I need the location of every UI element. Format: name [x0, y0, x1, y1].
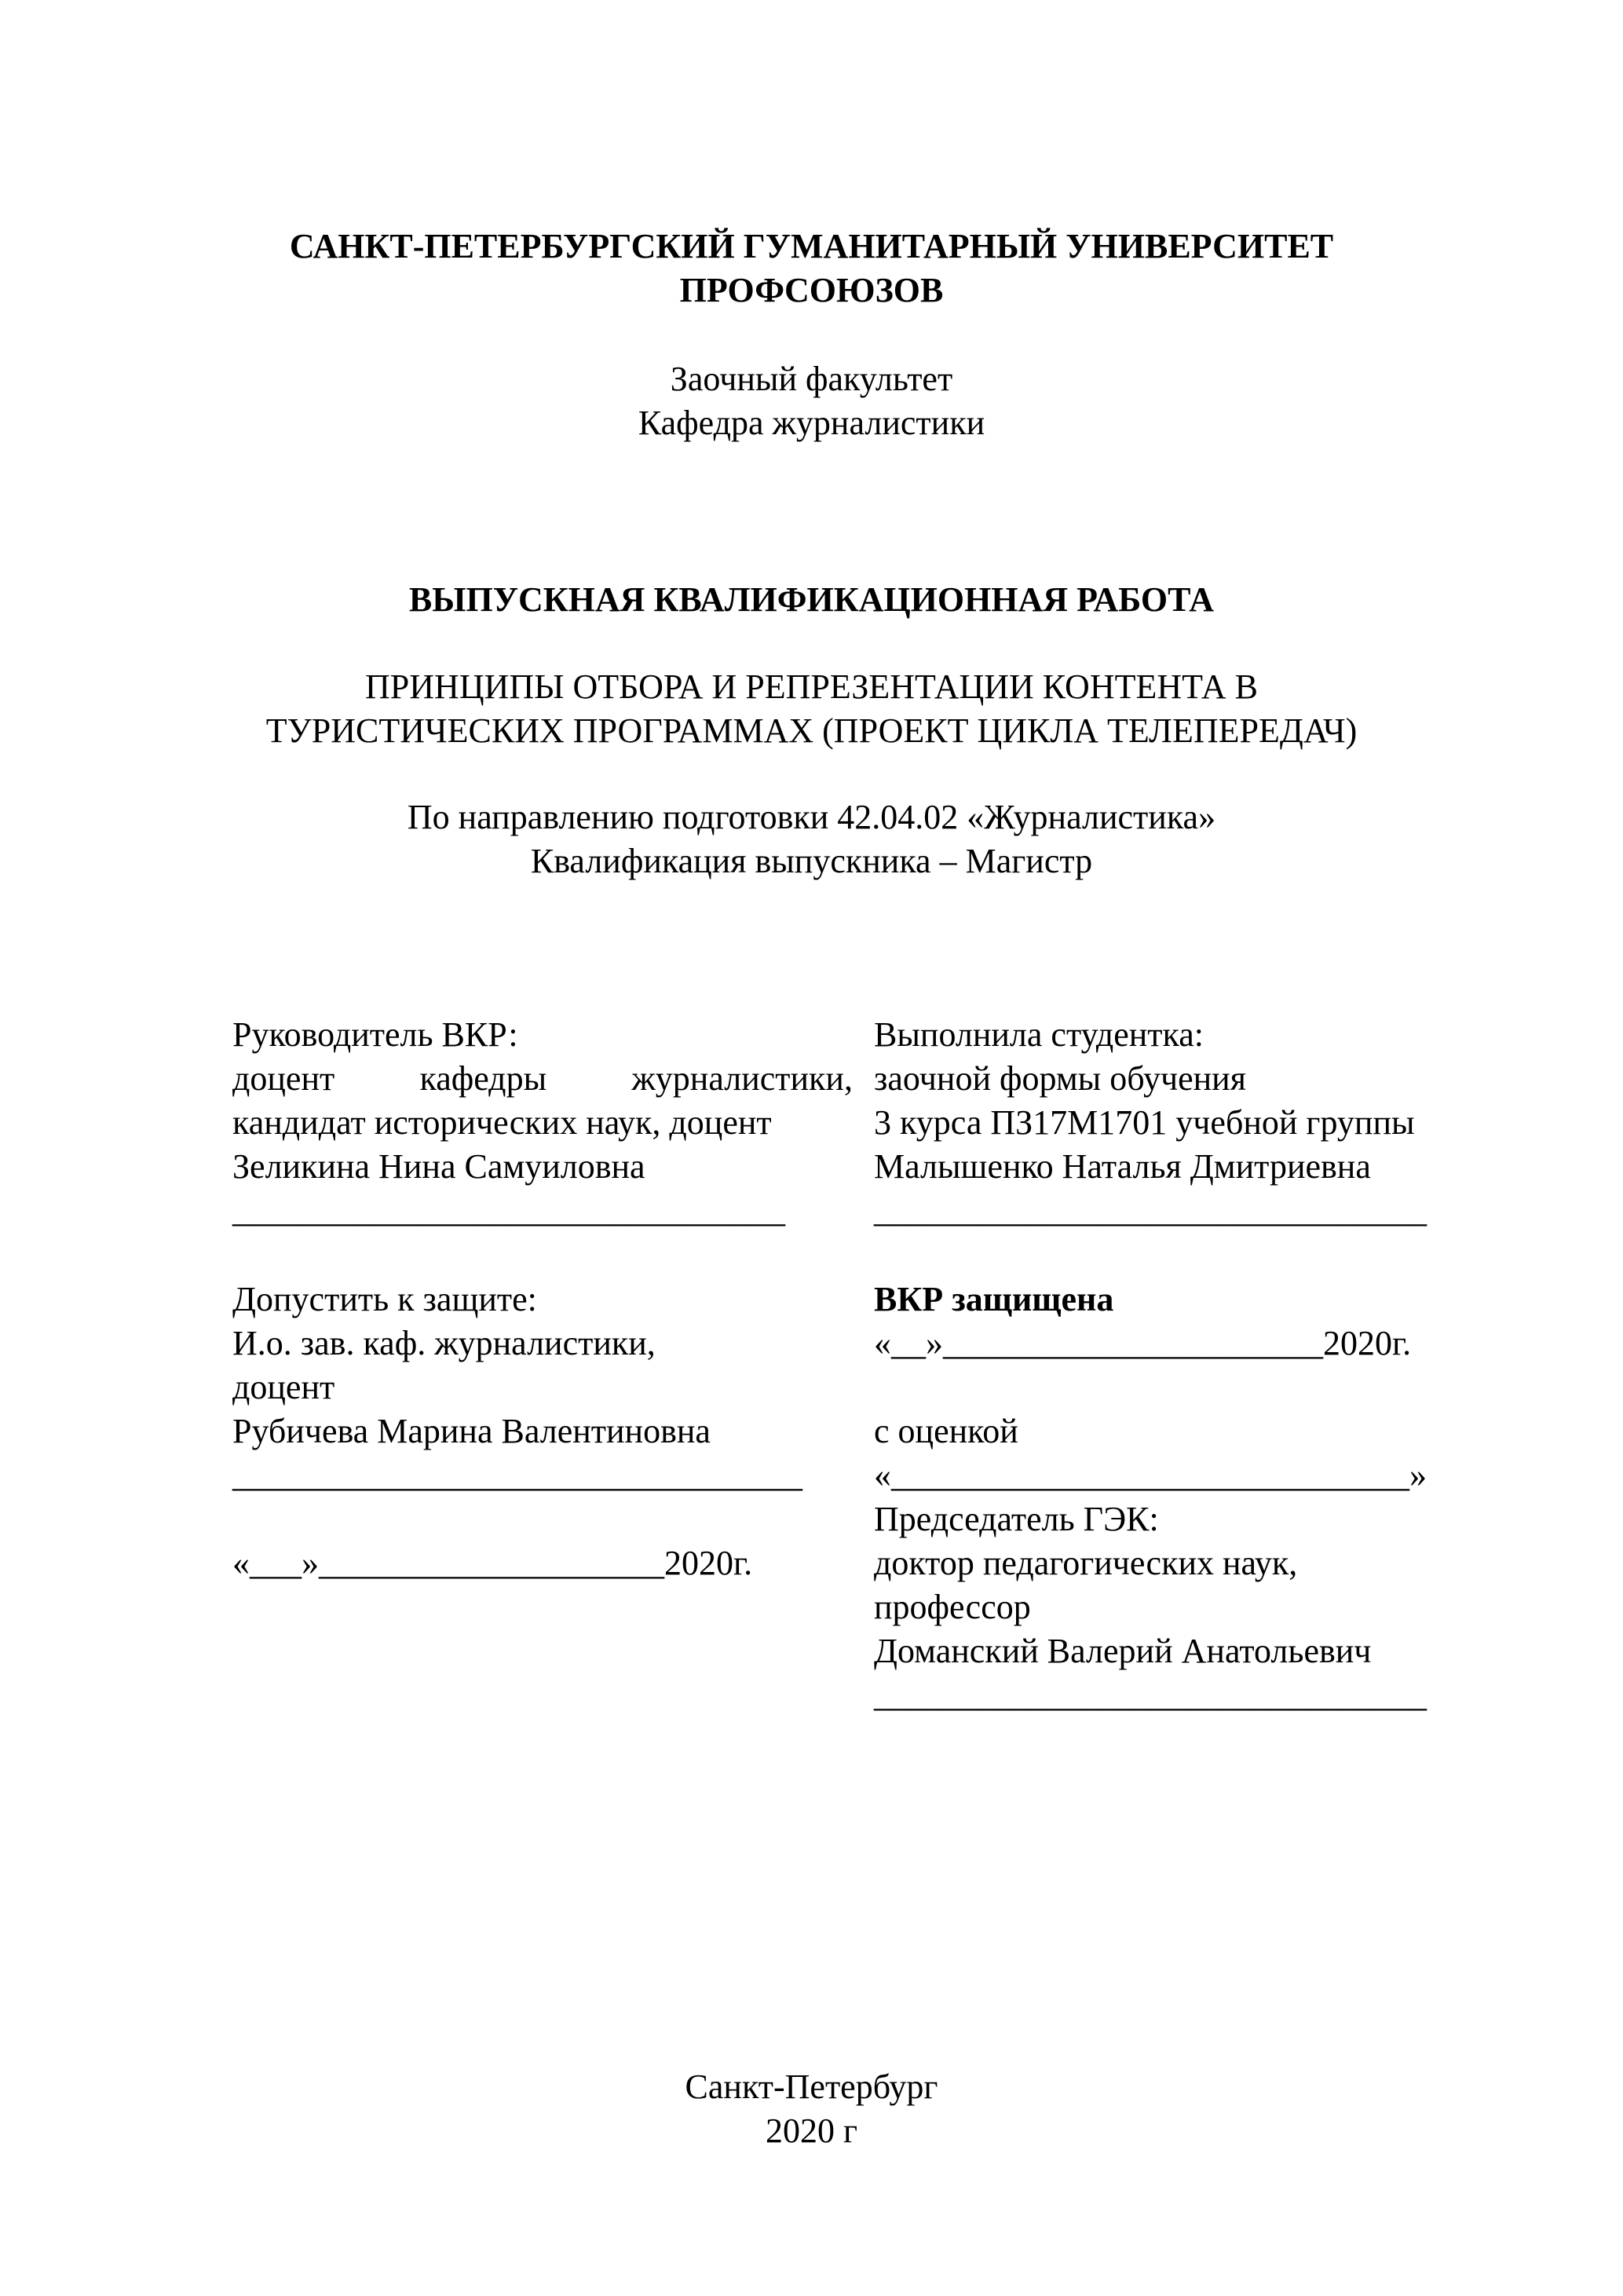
- student-block: [874, 1013, 1502, 1233]
- footer-year: 2020 г: [765, 2111, 858, 2150]
- admission-name: Рубичева Марина Валентиновна: [232, 1412, 711, 1450]
- student-name: Малышенко Наталья Дмитриевна: [874, 1147, 1371, 1186]
- defense-label: ВКР защищена: [874, 1280, 1114, 1318]
- defense-grade-line: «______________________________»: [874, 1456, 1427, 1494]
- defense-date-line: «__»______________________2020г.: [874, 1324, 1412, 1362]
- university-name-line1: САНКТ-ПЕТЕРБУРГСКИЙ ГУМАНИТАРНЫЙ УНИВЕРСИТЕТ: [289, 227, 1334, 265]
- work-title-line2: ТУРИСТИЧЕСКИХ ПРОГРАММАХ (ПРОЕКТ ЦИКЛА ТЕЛЕПЕРЕДАЧ): [265, 711, 1358, 750]
- graduate-qualification: Квалификация выпускника – Магистр: [530, 842, 1093, 880]
- committee-chair-signature-line: ________________________________: [874, 1676, 1427, 1714]
- supervisor-degree: кандидат исторических наук, доцент: [232, 1103, 772, 1142]
- admission-label: Допустить к защите:: [232, 1280, 537, 1318]
- faculty-name: Заочный факультет: [670, 360, 953, 398]
- committee-chair-name: Доманский Валерий Анатольевич: [874, 1632, 1372, 1670]
- defense-grade-label: с оценкой: [874, 1412, 1018, 1450]
- supervisor-signature-line: ________________________________: [232, 1191, 785, 1230]
- defense-block: [874, 1278, 1502, 1717]
- department-name: Кафедра журналистики: [638, 404, 985, 442]
- university-name-line2: ПРОФСОЮЗОВ: [679, 271, 944, 309]
- supervisor-position-word: доцент: [232, 1059, 335, 1098]
- student-study-form: заочной формы обучения: [874, 1059, 1246, 1098]
- study-direction: По направлению подготовки 42.04.02 «Журналистика»: [407, 798, 1216, 836]
- supervisor-position-word: журналистики,: [631, 1059, 853, 1098]
- supervisor-label: Руководитель ВКР:: [232, 1015, 518, 1054]
- student-group: 3 курса ПЗ17М1701 учебной группы: [874, 1103, 1415, 1142]
- supervisor-block: [232, 1013, 853, 1233]
- committee-chair-title: профессор: [874, 1588, 1031, 1626]
- footer-city: Санкт-Петербург: [685, 2067, 938, 2106]
- student-label: Выполнила студентка:: [874, 1015, 1204, 1054]
- admission-position: И.о. зав. каф. журналистики,: [232, 1324, 656, 1362]
- supervisor-position-word: кафедры: [419, 1059, 547, 1098]
- student-signature-line: ________________________________: [874, 1191, 1427, 1230]
- committee-chair-label: Председатель ГЭК:: [874, 1500, 1159, 1538]
- supervisor-name: Зеликина Нина Самуиловна: [232, 1147, 645, 1186]
- work-type: ВЫПУСКНАЯ КВАЛИФИКАЦИОННАЯ РАБОТА: [408, 580, 1215, 619]
- admission-date-line: «___»____________________2020г.: [232, 1544, 753, 1582]
- admission-block: [232, 1278, 853, 1585]
- admission-signature-line: _________________________________: [232, 1456, 802, 1494]
- admission-title: доцент: [232, 1368, 335, 1406]
- work-title-line1: ПРИНЦИПЫ ОТБОРА И РЕПРЕЗЕНТАЦИИ КОНТЕНТА В: [365, 667, 1258, 706]
- committee-chair-degree: доктор педагогических наук,: [874, 1544, 1298, 1582]
- supervisor-position: [232, 1057, 853, 1101]
